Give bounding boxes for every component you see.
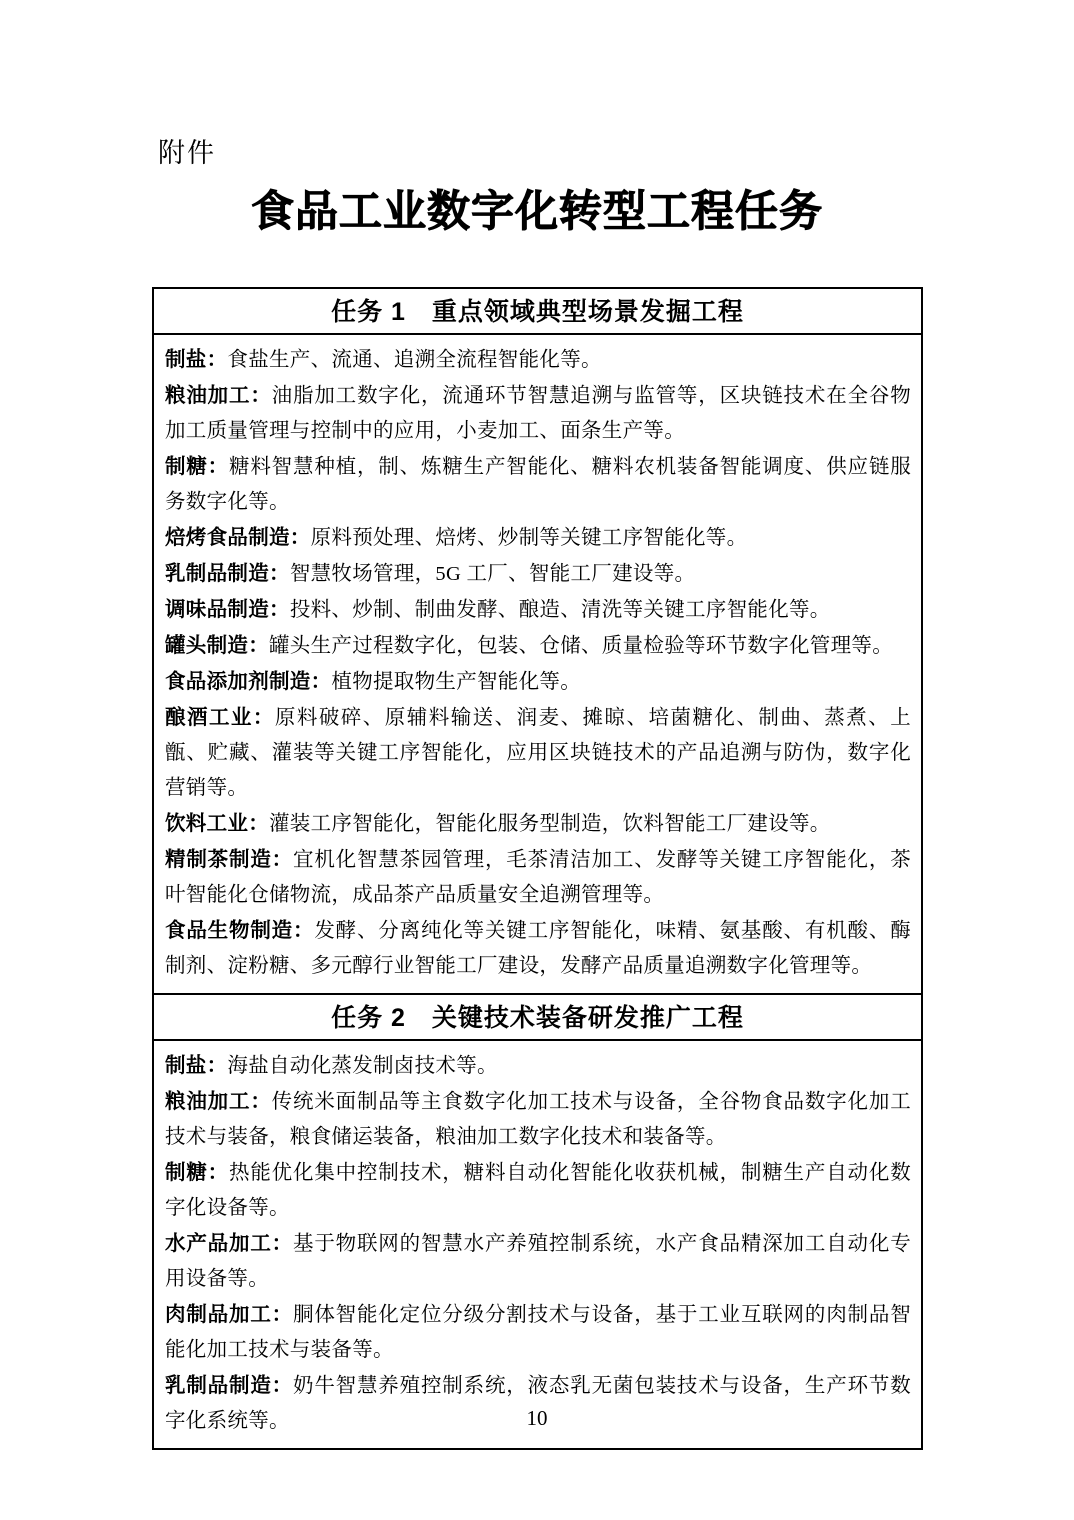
task-section — [154, 289, 921, 993]
task-row-label: 粮油加工： — [165, 1090, 272, 1113]
task-row — [165, 449, 911, 520]
task-row-text: 奶牛智慧养殖控制系统，液态乳无菌包装技术与设备，生产环节数字化系统等。 — [165, 1375, 911, 1432]
task-row-text: 海盐自动化蒸发制卤技术等。 — [227, 1055, 498, 1077]
task-row — [165, 1155, 911, 1226]
task-row — [165, 700, 911, 806]
task-row-text: 糖料智慧种植，制、炼糖生产智能化、糖料农机装备智能调度、供应链服务数字化等。 — [165, 456, 911, 513]
task-row-label: 焙烤食品制造： — [165, 526, 311, 549]
task-row-label: 粮油加工： — [165, 384, 272, 407]
task-row-label: 制盐： — [165, 348, 228, 371]
task-row-text: 罐头生产过程数字化，包装、仓储、质量检验等环节数字化管理等。 — [269, 635, 893, 657]
page-number: 10 — [526, 1406, 548, 1430]
task-row-label: 制糖： — [165, 1161, 229, 1184]
task-row-text: 灌装工序智能化，智能化服务型制造，饮料智能工厂建设等。 — [269, 813, 831, 835]
task-row-text: 食盐生产、流通、追溯全流程智能化等。 — [227, 349, 602, 371]
task-row-label: 食品添加剂制造： — [165, 670, 332, 693]
task-row-label: 食品生物制造： — [165, 919, 315, 942]
task-row — [165, 1226, 911, 1297]
task-row — [165, 913, 911, 984]
task-row-label: 乳制品制造： — [165, 1374, 293, 1397]
task-row-label: 精制茶制造： — [165, 848, 293, 871]
task-row — [165, 1048, 911, 1084]
task-row-label: 调味品制造： — [165, 598, 290, 621]
task-row — [165, 806, 911, 842]
task-row-text: 传统米面制品等主食数字化加工技术与设备，全谷物食品数字化加工技术与装备，粮食储运装备，粮油加工数字化技术和装备等。 — [165, 1091, 912, 1148]
task-row-label: 制糖： — [165, 455, 229, 478]
task-row-text: 投料、炒制、制曲发酵、酿造、清洗等关键工序智能化等。 — [289, 599, 831, 621]
task-row-text: 植物提取物生产智能化等。 — [331, 671, 582, 693]
task-row-text: 发酵、分离纯化等关键工序智能化，味精、氨基酸、有机酸、酶制剂、淀粉糖、多元醇行业智能工厂建设，发酵产品质量追溯数字化管理等。 — [165, 920, 911, 977]
tasks-table — [152, 287, 923, 1450]
task-section-body — [154, 335, 921, 993]
task-row-text: 油脂加工数字化，流通环节智慧追溯与监管等，区块链技术在全谷物加工质量管理与控制中的应用，小麦加工、面条生产等。 — [165, 385, 912, 442]
task-row-label: 饮料工业： — [165, 812, 269, 835]
task-row-label: 酿酒工业： — [165, 706, 275, 729]
task-row-text: 宜机化智慧茶园管理，毛茶清洁加工、发酵等关键工序智能化，茶叶智能化仓储物流，成品茶产品质量安全追溯管理等。 — [165, 849, 911, 906]
task-row-text: 智慧牧场管理，5G 工厂、智能工厂建设等。 — [289, 563, 696, 585]
task-row-label: 水产品加工： — [165, 1232, 293, 1255]
task-row-text: 原料预处理、焙烤、炒制等关键工序智能化等。 — [310, 527, 748, 549]
task-row — [165, 342, 911, 378]
page-title: 食品工业数字化转型工程任务 — [251, 189, 823, 236]
task-row — [165, 520, 911, 556]
task-row-text: 胴体智能化定位分级分割技术与设备，基于工业互联网的肉制品智能化加工技术与装备等。 — [165, 1304, 911, 1361]
task-row — [165, 378, 911, 449]
task-row-label: 制盐： — [165, 1054, 228, 1077]
task-row — [165, 592, 911, 628]
task-row-label: 罐头制造： — [165, 634, 269, 657]
task-row — [165, 842, 911, 913]
task-row-text: 原料破碎、原辅料输送、润麦、摊晾、培菌糖化、制曲、蒸煮、上甑、贮藏、灌装等关键工序智能化，应用区块链技术的产品追溯与防伪，数字化营销等。 — [165, 707, 912, 799]
task-section-header: 任务 2 关键技术装备研发推广工程 — [154, 993, 921, 1041]
task-row — [165, 1084, 911, 1155]
task-row-label: 肉制品加工： — [165, 1303, 293, 1326]
task-section — [154, 993, 921, 1448]
task-section-body — [154, 1041, 921, 1448]
task-row — [165, 1297, 911, 1368]
task-row-label: 乳制品制造： — [165, 562, 290, 585]
task-row — [165, 664, 911, 700]
task-row-text: 基于物联网的智慧水产养殖控制系统，水产食品精深加工自动化专用设备等。 — [165, 1233, 911, 1290]
task-row — [165, 556, 911, 592]
task-section-header: 任务 1 重点领域典型场景发掘工程 — [154, 289, 921, 335]
task-row-text: 热能优化集中控制技术，糖料自动化智能化收获机械，制糖生产自动化数字化设备等。 — [165, 1162, 911, 1219]
task-row — [165, 628, 911, 664]
attachment-label: 附件 — [158, 138, 216, 168]
